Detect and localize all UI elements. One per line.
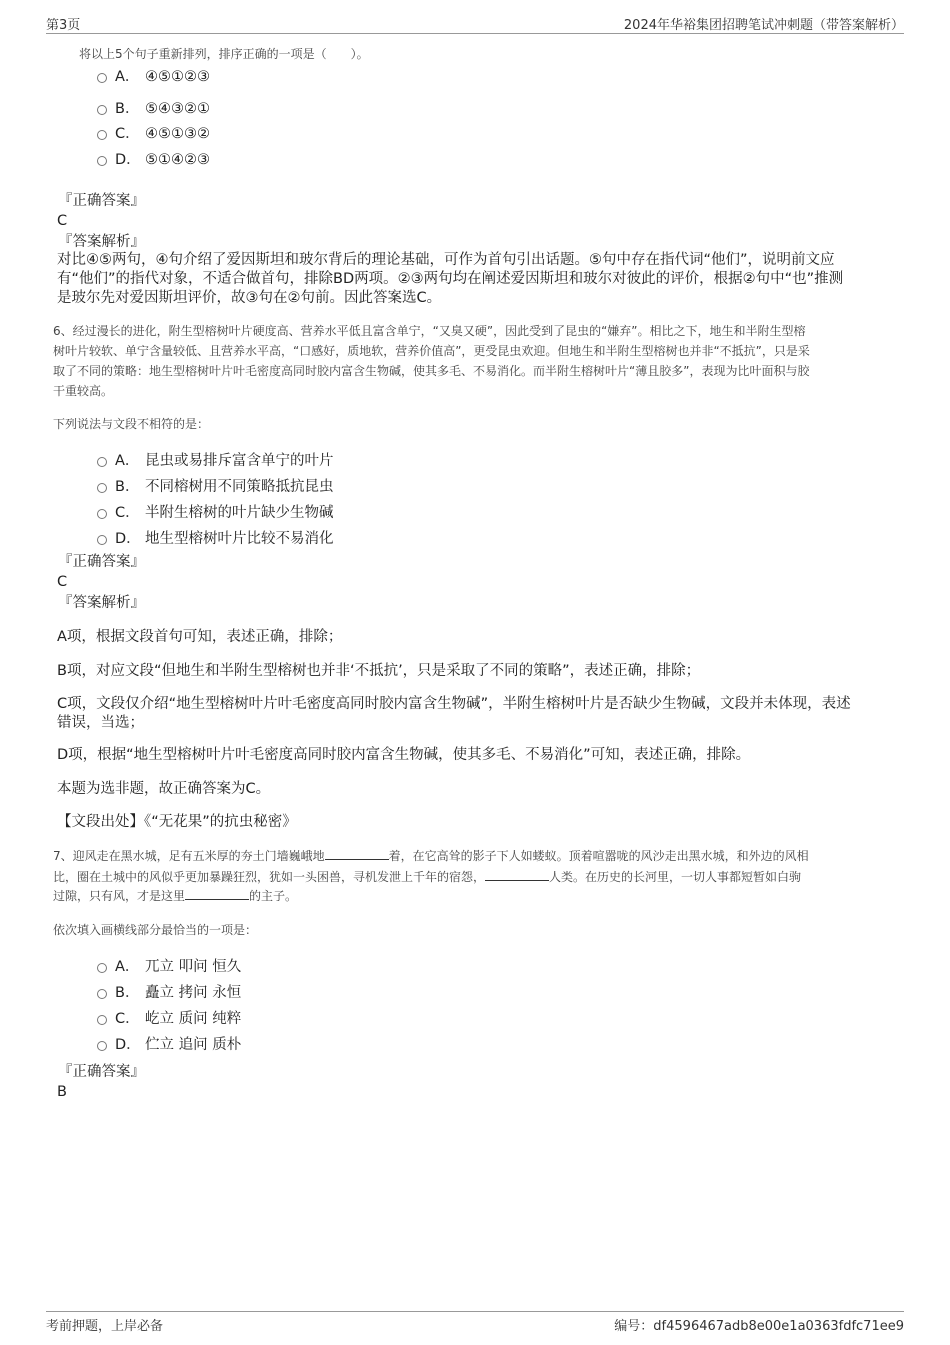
q5-answer-label: 『正确答案』 (58, 193, 145, 209)
q5-analysis-label: 『答案解析』 (58, 234, 145, 250)
document-title: 2024年华裕集团招聘笔试冲刺题（带答案解析） (623, 18, 904, 33)
radio-icon[interactable] (97, 509, 107, 519)
page-footer (46, 1311, 904, 1336)
q6-passage-line-1: 6、经过漫长的进化，附生型榕树叶片硬度高、营养水平低且富含单宁，“又臭又硬”，因此受到了昆虫的“嫌弃”。相比之下，地生和半附生型榕 (53, 324, 806, 338)
radio-icon[interactable] (97, 156, 107, 166)
radio-icon[interactable] (97, 535, 107, 545)
q6-answer: C (57, 574, 68, 590)
q7-answer-label: 『正确答案』 (58, 1064, 145, 1080)
q6-analysis-c-line-1: C项，文段仅介绍“地生型榕树叶片叶毛密度高同时胶内富含生物碱”，半附生榕树叶片是否缺少生物碱，文段并未体现，表述 (57, 696, 851, 712)
q7-passage-line-3: 过隙，只有风，才是这里 的主子。 (53, 889, 298, 903)
page-number: 第3页 (46, 18, 81, 33)
q7-option-c[interactable]: C． 屹立 质问 纯粹 (97, 1009, 241, 1029)
q6-option-c[interactable]: C． 半附生榕树的叶片缺少生物碱 (97, 503, 334, 523)
q5-option-b[interactable]: B． ⑤④③②① (97, 99, 210, 119)
q5-answer: C (57, 213, 68, 229)
q6-option-a[interactable]: A． 昆虫或易排斥富含单宁的叶片 (97, 451, 334, 471)
q6-option-d[interactable]: D． 地生型榕树叶片比较不易消化 (97, 529, 334, 549)
document-id: 编号：df4596467adb8e00e1a0363fdfc71ee9 (614, 1319, 904, 1334)
q6-analysis-a: A项，根据文段首句可知，表述正确，排除； (57, 629, 343, 645)
radio-icon[interactable] (97, 1015, 107, 1025)
q7-passage-line-1: 7、迎风走在黑水城，足有五米厚的夯土门墙巍峨地 着，在它高耸的影子下人如蝼蚁。顶着喧嚣咙的风沙走出黑水城，和外边的风相 (53, 849, 809, 863)
radio-icon[interactable] (97, 989, 107, 999)
q6-answer-label: 『正确答案』 (58, 554, 145, 570)
q5-option-c[interactable]: C． ④⑤①③② (97, 124, 210, 144)
q6-analysis-c-line-2: 错误，当选； (57, 715, 144, 731)
q6-analysis-b: B项，对应文段“但地生和半附生型榕树也并非‘不抵抗’，只是采取了不同的策略”，表述正确，排除； (57, 663, 701, 679)
q6-passage-line-3: 取了不同的策略：地生型榕树叶片叶毛密度高同时胶内富含生物碱，使其多毛、不易消化。而半附生榕树叶片“薄且胶多”，表现为比叶面积与胶 (53, 364, 810, 378)
radio-icon[interactable] (97, 105, 107, 115)
radio-icon[interactable] (97, 73, 107, 83)
page-header (46, 14, 904, 34)
q5-option-d[interactable]: D． ⑤①④②③ (97, 150, 210, 170)
q6-conclusion: 本题为选非题，故正确答案为C。 (57, 781, 271, 797)
fill-blank-2 (485, 868, 549, 881)
fill-blank-3 (185, 887, 249, 900)
q6-analysis-label: 『答案解析』 (58, 595, 145, 611)
q5-analysis-line-3: 是玻尔先对爱因斯坦评价，故③句在②句前。因此答案选C。 (57, 290, 442, 306)
q6-analysis-d: D项，根据“地生型榕树叶片叶毛密度高同时胶内富含生物碱，使其多毛、不易消化”可知，表述正确，排除。 (57, 747, 751, 763)
radio-icon[interactable] (97, 483, 107, 493)
q7-option-d[interactable]: D． 伫立 追问 质朴 (97, 1035, 241, 1055)
radio-icon[interactable] (97, 1041, 107, 1051)
q6-option-b[interactable]: B． 不同榕树用不同策略抵抗昆虫 (97, 477, 334, 497)
q6-source: 【文段出处】《“无花果”的抗虫秘密》 (57, 814, 297, 830)
fill-blank-1 (325, 847, 389, 860)
q7-option-b[interactable]: B． 矗立 拷问 永恒 (97, 983, 241, 1003)
q5-option-a[interactable]: A． ④⑤①②③ (97, 67, 210, 87)
footer-slogan: 考前押题，上岸必备 (46, 1319, 164, 1334)
q7-prompt: 依次填入画横线部分最恰当的一项是： (53, 923, 258, 937)
q6-prompt: 下列说法与文段不相符的是： (53, 417, 210, 431)
q6-passage-line-4: 干重较高。 (53, 384, 114, 398)
radio-icon[interactable] (97, 457, 107, 467)
q7-passage-line-2: 比，圈在土城中的风似乎更加暴躁狂烈，犹如一头困兽，寻机发泄上千年的宿怨， 人类。在历史的长河里，一切人事都短暂如白驹 (53, 870, 802, 884)
q7-answer: B (57, 1084, 67, 1100)
q5-analysis-line-1: 对比④⑤两句，④句介绍了爱因斯坦和玻尔背后的理论基础，可作为首句引出话题。⑤句中存在指代词“他们”，说明前文应 (57, 252, 835, 268)
radio-icon[interactable] (97, 130, 107, 140)
radio-icon[interactable] (97, 963, 107, 973)
q6-passage-line-2: 树叶片较软、单宁含量较低、且营养水平高，“口感好，质地软，营养价值高”，更受昆虫欢迎。但地生和半附生型榕树也并非“不抵抗”，只是采 (53, 344, 810, 358)
q7-option-a[interactable]: A． 兀立 叩问 恒久 (97, 957, 241, 977)
q5-analysis-line-2: 有“他们”的指代对象，不适合做首句，排除BD两项。②③两句均在阐述爱因斯坦和玻尔对彼此的评价，根据②句中“也”推测 (57, 271, 844, 287)
q5-stem: 将以上5个句子重新排列，排序正确的一项是（ ）。 (79, 47, 369, 61)
